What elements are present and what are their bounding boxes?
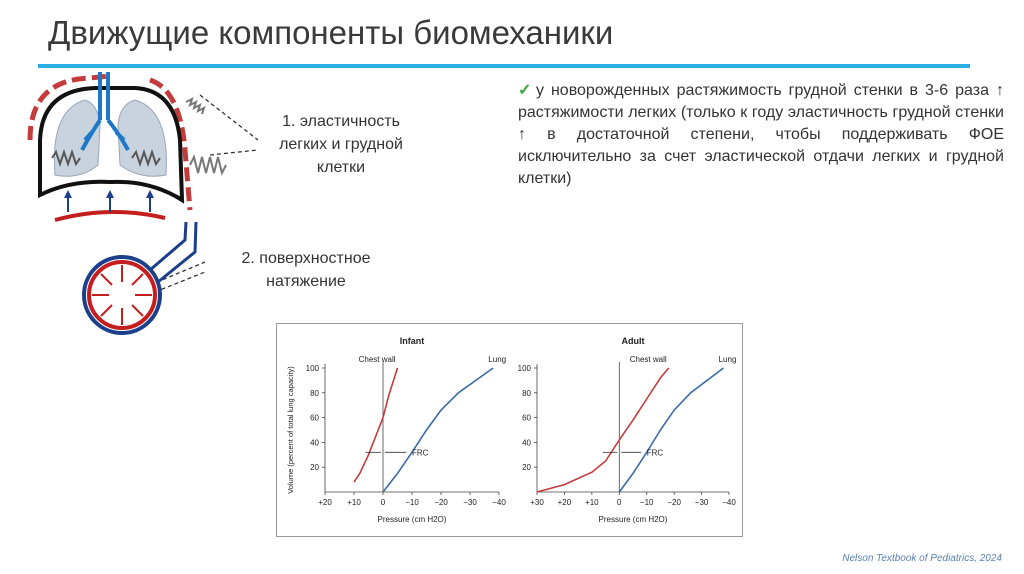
y-tick-label: 80 (522, 388, 531, 398)
x-tick-label: +30 (530, 498, 544, 507)
bullet-text-block (518, 80, 1004, 190)
series-label: Lung (488, 355, 507, 364)
source-citation: Nelson Textbook of Pediatrics, 2024 (842, 553, 1002, 564)
chart-title: Infant (399, 336, 425, 346)
diaphragm-line (55, 212, 165, 220)
y-tick-label: 60 (310, 413, 319, 423)
label-surface-tension: 2. поверхностное натяжение (241, 250, 371, 290)
y-tick-label: 80 (310, 388, 319, 398)
y-tick-label: 20 (310, 463, 319, 473)
y-tick-label: 20 (522, 463, 531, 473)
series-label: Lung (718, 355, 737, 364)
y-axis-label: Volume (percent of total lung capacity) (286, 366, 295, 494)
title-underline (38, 64, 970, 68)
y-tick-label: 40 (310, 438, 319, 448)
y-tick-label: 40 (522, 438, 531, 448)
series-line-lung (383, 368, 493, 492)
frc-label: FRC (412, 448, 429, 458)
biomechanics-illustration (0, 70, 260, 340)
label-elasticity: 1. эластичность легких и грудной клетки (279, 113, 403, 176)
series-label: Chest wall (358, 355, 396, 364)
x-tick-label: −10 (405, 498, 419, 507)
x-tick-label: −40 (492, 498, 506, 507)
frc-label: FRC (646, 448, 664, 458)
compliance-charts (277, 324, 742, 536)
y-tick-label: 60 (522, 413, 531, 423)
x-tick-label: 0 (617, 498, 622, 507)
x-tick-label: +20 (318, 498, 332, 507)
series-line-lung (619, 368, 723, 492)
series-line-chest-wall (354, 368, 398, 482)
check-icon: ✓ (518, 82, 534, 99)
x-tick-label: +10 (347, 498, 361, 507)
x-tick-label: +20 (557, 498, 572, 507)
x-tick-label: +10 (585, 498, 599, 507)
spring-icon-4 (186, 99, 204, 114)
series-label: Chest wall (629, 355, 667, 364)
x-tick-label: −20 (434, 498, 448, 507)
y-tick-label: 100 (517, 364, 531, 373)
y-tick-label: 100 (305, 364, 319, 373)
x-tick-label: −30 (463, 498, 477, 507)
x-axis-label: Pressure (cm H2O) (377, 515, 447, 524)
x-tick-label: −10 (639, 498, 654, 507)
x-tick-label: 0 (380, 498, 386, 507)
x-axis-label: Pressure (cm H2O) (598, 515, 668, 524)
chart-title: Adult (621, 336, 645, 346)
x-tick-label: −20 (667, 498, 681, 507)
slide-title: Движущие компоненты биомеханики (48, 14, 614, 51)
series-line-chest-wall (537, 368, 669, 492)
x-tick-label: −40 (722, 498, 736, 507)
x-tick-label: −30 (694, 498, 709, 507)
compliance-figure (276, 323, 743, 537)
airway-tube (150, 222, 196, 282)
spring-icon-3 (190, 157, 226, 173)
bullet-text: у новорожденных растяжимость грудной стенки в 3-6 раза ↑ растяжимости легких (только к году эластичность грудной стенки ↑ в достаточной степени, чтобы поддерживать ФОЕ исключительно за счет эластической отдачи легких и грудной клетки) (518, 82, 1005, 187)
